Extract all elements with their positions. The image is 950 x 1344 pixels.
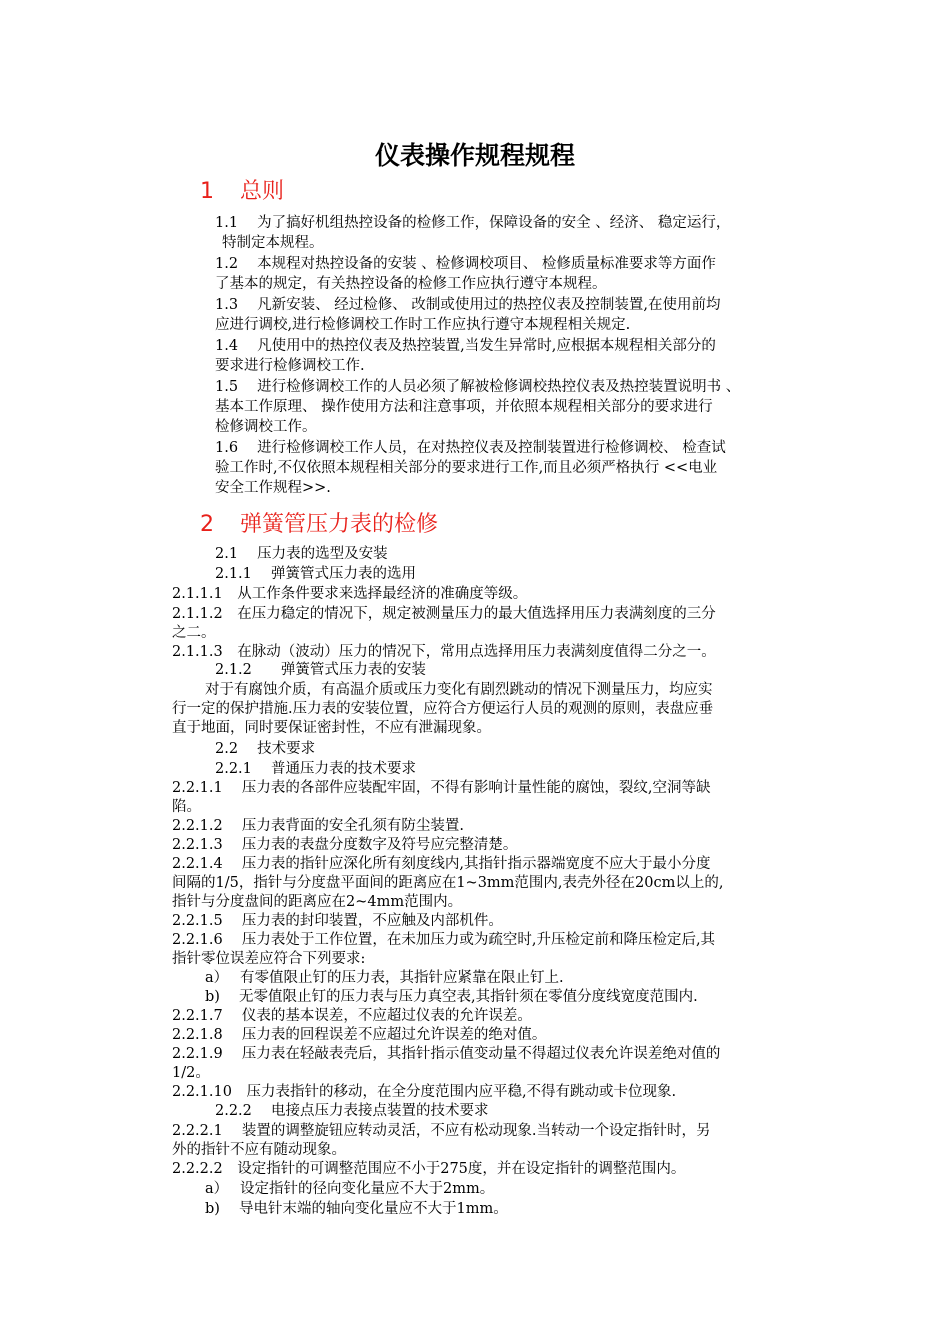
paragraph-line: 外的指针不应有随动现象。	[172, 1142, 346, 1158]
paragraph-line: 应进行调校,进行检修调校工作时工作应执行遵守本规程相关规定.	[215, 317, 631, 333]
paragraph-line: 1.3 凡新安装、 经过检修、 改制或使用过的热控仪表及控制装置,在使用前均	[215, 297, 721, 313]
list-item: a） 设定指针的径向变化量应不大于2mm。	[205, 1181, 495, 1197]
paragraph-line: 指针零位误差应符合下列要求:	[172, 951, 366, 967]
subsection-heading: 2.1.1 弹簧管式压力表的选用	[215, 566, 417, 582]
list-item: a） 有零值限止钉的压力表，其指针应紧靠在限止钉上.	[205, 970, 564, 986]
paragraph-line: 检修调校工作。	[215, 419, 317, 435]
paragraph-line: 1/2。	[172, 1065, 210, 1081]
paragraph-line: 2.2.1.5 压力表的封印装置，不应触及内部机件。	[172, 913, 503, 929]
section-title: 总则	[240, 179, 285, 204]
paragraph-line: 行一定的保护措施.压力表的安装位置，应符合方便运行人员的观测的原则，表盘应垂	[172, 701, 714, 717]
paragraph-line: 1.4 凡使用中的热控仪表及热控装置,当发生异常时,应根据本规程相关部分的	[215, 338, 716, 354]
paragraph-line: 2.1.1.2 在压力稳定的情况下，规定被测量压力的最大值选择用压力表满刻度的三分	[172, 606, 716, 622]
subsection-heading: 2.1.2 弹簧管式压力表的安装	[215, 662, 426, 678]
section-number: 2	[200, 512, 214, 537]
paragraph-line: 之二。	[172, 625, 216, 641]
paragraph-line: 陷。	[172, 799, 201, 815]
section-1-heading	[200, 174, 284, 205]
paragraph-line: 1.2 本规程对热控设备的安装 、检修调校项目、 检修质量标准要求等方面作	[215, 256, 716, 272]
paragraph-line: 基本工作原理、 操作使用方法和注意事项，并依照本规程相关部分的要求进行	[215, 399, 713, 415]
paragraph-line: 指针与分度盘间的距离应在2~4mm范围内。	[172, 894, 463, 910]
paragraph-line: 安全工作规程>>.	[215, 480, 331, 496]
paragraph-line: 直于地面，同时要保证密封性，不应有泄漏现象。	[172, 720, 491, 736]
paragraph-line: 2.1.1.3 在脉动（波动）压力的情况下，常用点选择用压力表满刻度值得二分之一。	[172, 644, 716, 660]
paragraph-line: 1.5 进行检修调校工作的人员必须了解被检修调校热控仪表及热控装置说明书 、	[215, 379, 741, 395]
paragraph-line: 2.2.2.1 装置的调整旋钮应转动灵活，不应有松动现象.当转动一个设定指针时，另	[172, 1123, 711, 1139]
paragraph-line: 2.2.1.9 压力表在轻敲表壳后，其指针指示值变动量不得超过仪表允许误差绝对值的	[172, 1046, 721, 1062]
paragraph-line: 2.1.1.1 从工作条件要求来选择最经济的准确度等级。	[172, 586, 528, 602]
section-number: 1	[200, 179, 214, 204]
paragraph-line: 了基本的规定，有关热控设备的检修工作应执行遵守本规程。	[215, 276, 607, 292]
paragraph-line: 2.2.1.7 仪表的基本误差，不应超过仪表的允许误差。	[172, 1008, 532, 1024]
document-title: 仪表操作规程规程	[374, 141, 575, 170]
paragraph-line: 间隔的1/5，指针与分度盘平面间的距离应在1~3mm范围内,表壳外径在20cm以上的,	[172, 875, 724, 891]
list-item: b) 导电针末端的轴向变化量应不大于1mm。	[205, 1201, 508, 1217]
list-item: b) 无零值限止钉的压力表与压力真空表,其指针须在零值分度线宽度范围内.	[205, 989, 698, 1005]
paragraph-line: 1.6 进行检修调校工作人员，在对热控仪表及控制装置进行检修调校、 检查试	[215, 440, 726, 456]
paragraph-line: 2.2.1.8 压力表的回程误差不应超过允许误差的绝对值。	[172, 1027, 547, 1043]
paragraph-line: 2.2.1.1 压力表的各部件应装配牢固，不得有影响计量性能的腐蚀，裂纹,空洞等缺	[172, 780, 711, 796]
subsection-heading: 2.2.2 电接点压力表接点装置的技术要求	[215, 1103, 489, 1119]
paragraph-line: 2.2.2.2 设定指针的可调整范围应不小于275度，并在设定指针的调整范围内。	[172, 1161, 686, 1177]
subsection-heading: 2.2 技术要求	[215, 741, 316, 757]
paragraph-line: 要求进行检修调校工作.	[215, 358, 365, 374]
paragraph-line: 对于有腐蚀介质，有高温介质或压力变化有剧烈跳动的情况下测量压力，均应实	[205, 682, 713, 698]
subsection-heading: 2.1 压力表的选型及安装	[215, 546, 388, 562]
section-title: 弹簧管压力表的检修	[240, 512, 439, 537]
paragraph-line: 2.2.1.2 压力表背面的安全孔须有防尘装置.	[172, 818, 464, 834]
paragraph-line: 2.2.1.3 压力表的表盘分度数字及符号应完整清楚。	[172, 837, 518, 853]
subsection-heading: 2.2.1 普通压力表的技术要求	[215, 761, 417, 777]
paragraph-line: 2.2.1.4 压力表的指针应深化所有刻度线内,其指针指示器端宽度不应大于最小分度	[172, 856, 711, 872]
paragraph-line: 2.2.1.10 压力表指针的移动，在全分度范围内应平稳,不得有跳动或卡位现象.	[172, 1084, 677, 1100]
paragraph-line: 验工作时,不仅依照本规程相关部分的要求进行工作,而且必须严格执行 <<电业	[215, 460, 718, 476]
paragraph-line: 1.1 为了搞好机组热控设备的检修工作，保障设备的安全 、经济、 稳定运行，	[215, 215, 731, 231]
paragraph-line: 特制定本规程。	[222, 235, 324, 251]
paragraph-line: 2.2.1.6 压力表处于工作位置，在未加压力或为疏空时,升压检定前和降压检定后,其	[172, 932, 716, 948]
section-2-heading	[200, 507, 438, 538]
